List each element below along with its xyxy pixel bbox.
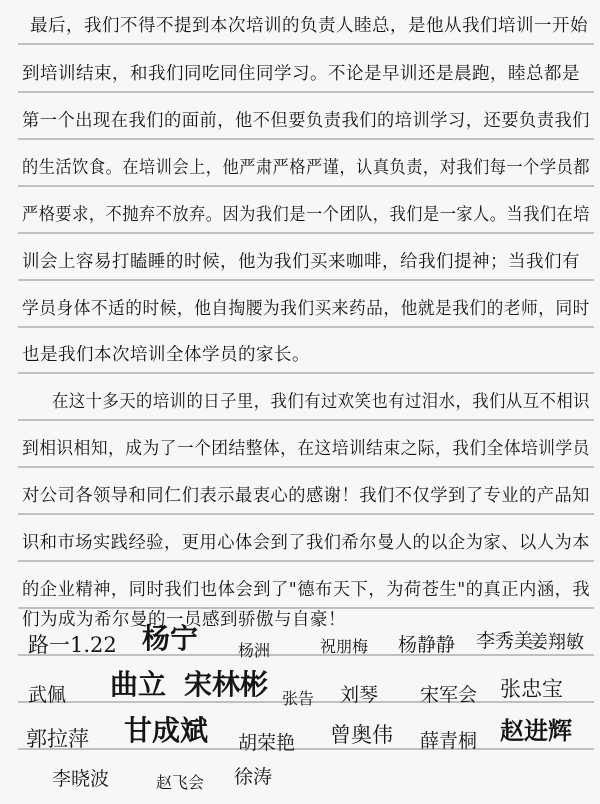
- signature: 赵飞会: [156, 773, 205, 792]
- letter-line-11: 对公司各领导和同仁们表示最衷心的感谢！我们不仅学到了专业的产品知: [22, 486, 590, 506]
- signature: 祝朋梅: [320, 637, 369, 656]
- signature: 武佩: [28, 684, 67, 706]
- signature: 徐涛: [234, 766, 273, 788]
- letter-line-8: 也是我们本次培训全体学员的家长。: [22, 345, 310, 365]
- signature-date-group: 路一1.22: [28, 633, 117, 657]
- signature: 李秀美: [476, 630, 534, 652]
- signature: 杨静静: [398, 634, 456, 656]
- signature: 赵进辉: [500, 716, 572, 745]
- letter-line-1: 最后，我们不得不提到本次培训的负责人睦总，是他从我们培训一开始: [30, 16, 588, 36]
- letter-line-4: 的生活饮食。在培训会上，他严肃严格严谨，认真负责，对我们每一个学员都: [22, 158, 590, 178]
- letter-line-9: 在这十多天的培训的日子里，我们有过欢笑也有过泪水，我们从互不相识: [52, 392, 590, 412]
- letter-line-14: 们为成为希尔曼的一员感到骄傲与自豪！: [22, 610, 346, 630]
- signature: 张告: [282, 689, 315, 708]
- letter-line-6: 训会上容易打瞌睡的时候，他为我们买来咖啡，给我们提神；当我们有: [22, 252, 580, 272]
- signature: 宋林彬: [184, 668, 269, 701]
- letter-line-7: 学员身体不适的时候，他自掏腰为我们买来药品，他就是我们的老师，同时: [22, 299, 590, 319]
- signature: 宋军会: [420, 684, 478, 706]
- signature: 李晓波: [52, 768, 110, 790]
- signature: 曾奥伟: [330, 723, 393, 747]
- signature: 姜翔敏: [530, 632, 584, 653]
- signature: 曲立: [110, 668, 167, 701]
- letter-line-10: 到相识相知，成为了一个团结整体，在这培训结束之际，我们全体培训学员: [22, 439, 590, 459]
- letter-line-5: 严格要求，不抛弃不放弃。因为我们是一个团队，我们是一家人。当我们在培: [22, 205, 590, 225]
- signature: 杨洲: [238, 641, 271, 660]
- signature: 刘琴: [340, 684, 379, 706]
- letter-line-12: 识和市场实践经验，更用心体会到了我们希尔曼人的以企为家、以人为本: [22, 533, 590, 553]
- signature: 郭拉萍: [26, 727, 89, 751]
- letter-line-13: 的企业精神，同时我们也体会到了"德布天下，为荷苍生"的真正内涵，我: [22, 580, 591, 600]
- signature: 薛青桐: [420, 730, 478, 752]
- signature: 张忠宝: [500, 677, 563, 701]
- letter-line-3: 第一个出现在我们的面前，他不但要负责我们的培训学习，还要负责我们: [22, 111, 590, 131]
- letter-line-2: 到培训结束，和我们同吃同住同学习。不论是早训还是晨跑，睦总都是: [22, 64, 580, 84]
- signature: 甘成斌: [124, 714, 209, 747]
- signature: 胡荣艳: [238, 732, 296, 754]
- signature: 杨宁: [142, 622, 199, 655]
